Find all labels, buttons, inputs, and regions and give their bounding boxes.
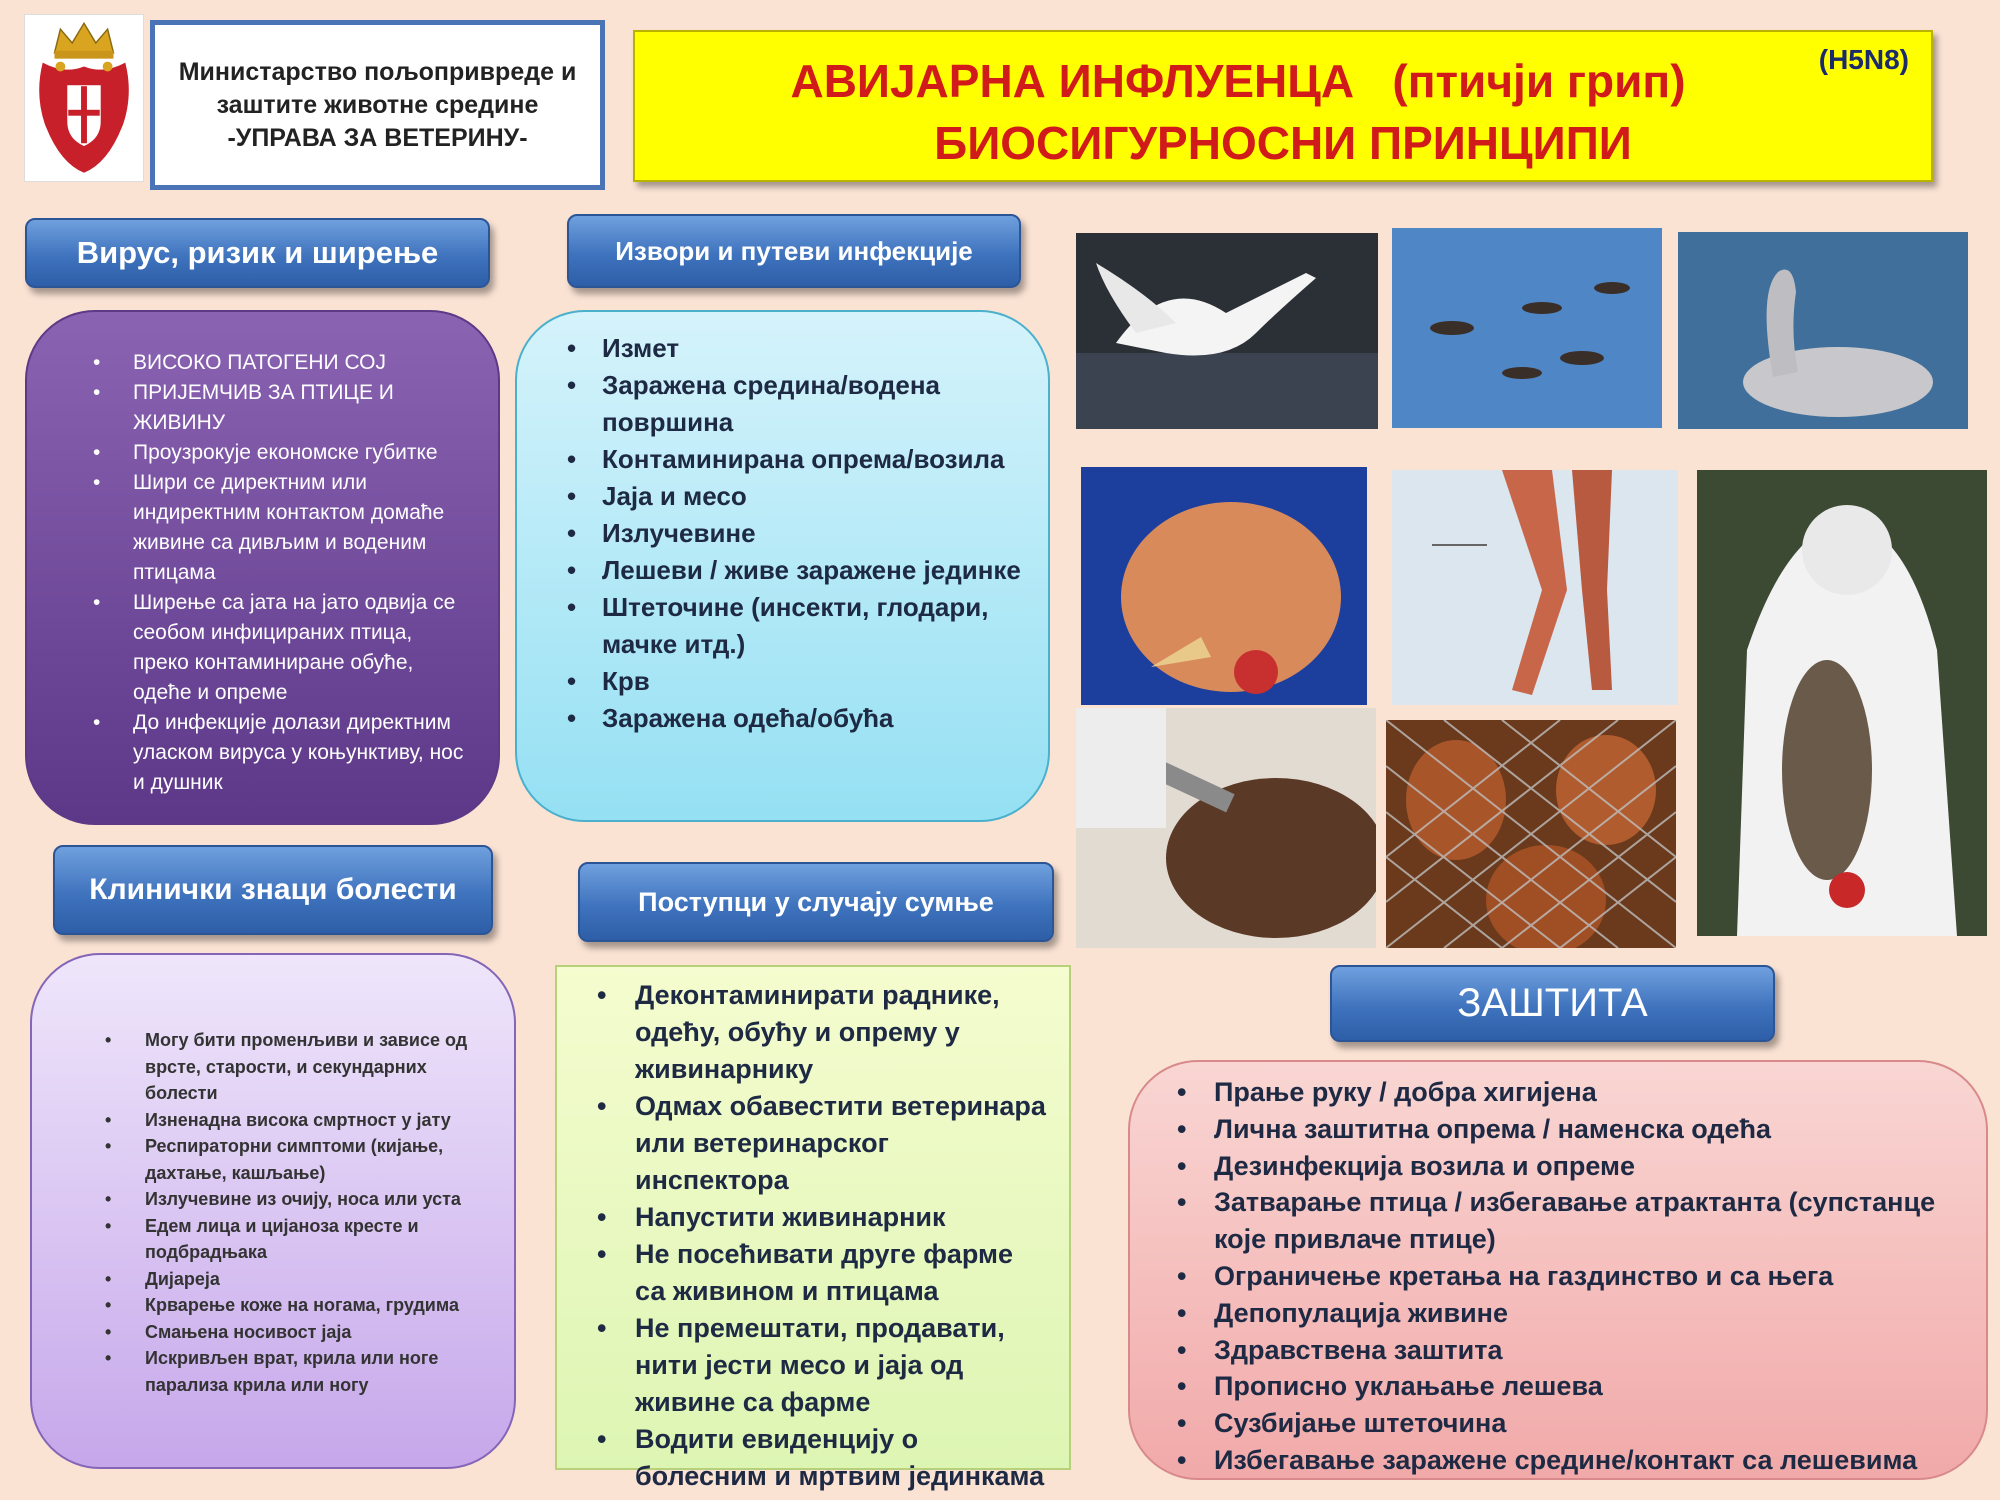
protection-list-item: • Прописно уклањање лешева xyxy=(1170,1368,1966,1405)
clinical-list-item: • Искривљен врат, крила или ноге парализа крила или ногу xyxy=(77,1345,484,1398)
sources-list xyxy=(562,330,1028,737)
caged-chickens-photo xyxy=(1386,720,1676,948)
section-header-clinical: Клинички знаци болести xyxy=(53,845,493,935)
section-header-actions: Поступци у случају сумње xyxy=(578,862,1054,942)
action-list-item: • Одмах обавестити ветеринара или ветеринарског инспектора xyxy=(577,1088,1049,1199)
action-list-item: • Напустити живинарник xyxy=(577,1199,1049,1236)
protection-list-item: • Избегавање заражене средине/контакт са лешевима xyxy=(1170,1442,1966,1479)
virus-list-item: • ВИСОКО ПАТОГЕНИ СОЈ xyxy=(79,348,468,378)
virus-info-box xyxy=(25,310,500,825)
clinical-signs-box xyxy=(30,953,516,1469)
sources-info-box xyxy=(515,310,1050,822)
actions-list xyxy=(577,977,1049,1495)
protection-list-item: • Лична заштитна опрема / наменска одећа xyxy=(1170,1111,1966,1148)
bird-legs-photo xyxy=(1392,470,1678,705)
protection-list-item: • Дезинфекција возила и опреме xyxy=(1170,1148,1966,1185)
geese-flying-photo xyxy=(1392,228,1662,428)
strain-label: (H5N8) xyxy=(1818,44,1909,75)
protection-list-item: • Сузбијање штеточина xyxy=(1170,1405,1966,1442)
page-subtitle: БИОСИГУРНОСНИ ПРИНЦИПИ xyxy=(934,117,1632,169)
virus-list-item: • Проузрокује економске губитке xyxy=(79,438,468,468)
clinical-list-item: • Крварење коже на ногама, грудима xyxy=(77,1292,484,1319)
virus-list-item: • До инфекције долази директним уласком вируса у коњунктиву, нос и душник xyxy=(79,708,468,798)
protection-list-item: • Затварање птица / избегавање атрактанта (супстанце које привлаче птице) xyxy=(1170,1184,1966,1258)
sick-chicken-head-photo xyxy=(1081,467,1367,705)
action-list-item: • Деконтаминирати раднике, одећу, обућу и опрему у живинарнику xyxy=(577,977,1049,1088)
ministry-line-1: Министарство пољопривреде и xyxy=(178,57,577,86)
clinical-list xyxy=(77,1027,484,1398)
protection-box xyxy=(1128,1060,1988,1480)
protection-list-item: • Депопулација живине xyxy=(1170,1295,1966,1332)
source-list-item: • Контаминирана опрема/возила xyxy=(562,441,1028,478)
protection-list xyxy=(1170,1074,1966,1479)
clinical-list-item: • Излучевине из очију, носа или уста xyxy=(77,1186,484,1213)
title-banner xyxy=(633,30,1933,182)
clinical-list-item: • Смањена носивост јаја xyxy=(77,1319,484,1346)
ministry-line-2: заштите животне средине xyxy=(216,90,539,119)
source-list-item: • Заражена средина/водена површина xyxy=(562,367,1028,441)
section-header-protection: ЗАШТИТА xyxy=(1330,965,1775,1042)
clinical-list-item: • Респираторни симптоми (кијање, дахтање, кашљање) xyxy=(77,1133,484,1186)
cygnet-swimming-photo xyxy=(1678,232,1968,429)
virus-list-item: • Ширење са јата на јато одвија се сеобом инфицираних птица, преко контаминиране обуће, одеће и опреме xyxy=(79,588,468,708)
source-list-item: • Излучевине xyxy=(562,515,1028,552)
protection-list-item: • Здравствена заштита xyxy=(1170,1332,1966,1369)
source-list-item: • Лешеви / живе заражене јединке xyxy=(562,552,1028,589)
clinical-list-item: • Дијареја xyxy=(77,1266,484,1293)
virus-list-item: • ПРИЈЕМЧИВ ЗА ПТИЦЕ И ЖИВИНУ xyxy=(79,378,468,438)
section-header-sources: Извори и путеви инфекције xyxy=(567,214,1021,288)
source-list-item: • Штеточине (инсекти, глодари, мачке итд.) xyxy=(562,589,1028,663)
ministry-name-box xyxy=(150,20,605,190)
source-list-item: • Заражена одећа/обућа xyxy=(562,700,1028,737)
protection-list-item: • Прање руку / добра хигијена xyxy=(1170,1074,1966,1111)
protective-suit-worker-photo xyxy=(1697,470,1987,936)
section-header-virus: Вирус, ризик и ширење xyxy=(25,218,490,288)
virus-list-item: • Шири се директним или индиректним контактом домаће живине са дивљим и воденим птицама xyxy=(79,468,468,588)
source-list-item: • Јаја и месо xyxy=(562,478,1028,515)
source-list-item: • Крв xyxy=(562,663,1028,700)
action-list-item: • Не посећивати друге фарме са живином и птицама xyxy=(577,1236,1049,1310)
protection-list-item: • Ограничење кретања на газдинство и са њега xyxy=(1170,1258,1966,1295)
swan-flying-photo xyxy=(1076,233,1378,429)
clinical-list-item: • Изненадна висока смртност у јату xyxy=(77,1107,484,1134)
chicken-vaccination-photo xyxy=(1076,708,1376,948)
ministry-line-3: -УПРАВА ЗА ВЕТЕРИНУ- xyxy=(227,123,528,152)
clinical-list-item: • Могу бити променљиви и зависе од врсте, старости, и секундарних болести xyxy=(77,1027,484,1107)
page-title: АВИЈАРНА ИНФЛУЕНЦА (птичји грип) xyxy=(790,55,1686,107)
source-list-item: • Измет xyxy=(562,330,1028,367)
actions-box xyxy=(555,965,1071,1491)
action-list-item: • Не премештати, продавати, нити јести месо и јаја од живине са фарме xyxy=(577,1310,1049,1421)
virus-list xyxy=(79,348,468,798)
coat-of-arms-logo xyxy=(24,14,144,182)
clinical-list-item: • Едем лица и цијаноза кресте и подбрадњака xyxy=(77,1213,484,1266)
action-list-item: • Водити евиденцију о болесним и мртвим јединкама xyxy=(577,1421,1049,1495)
